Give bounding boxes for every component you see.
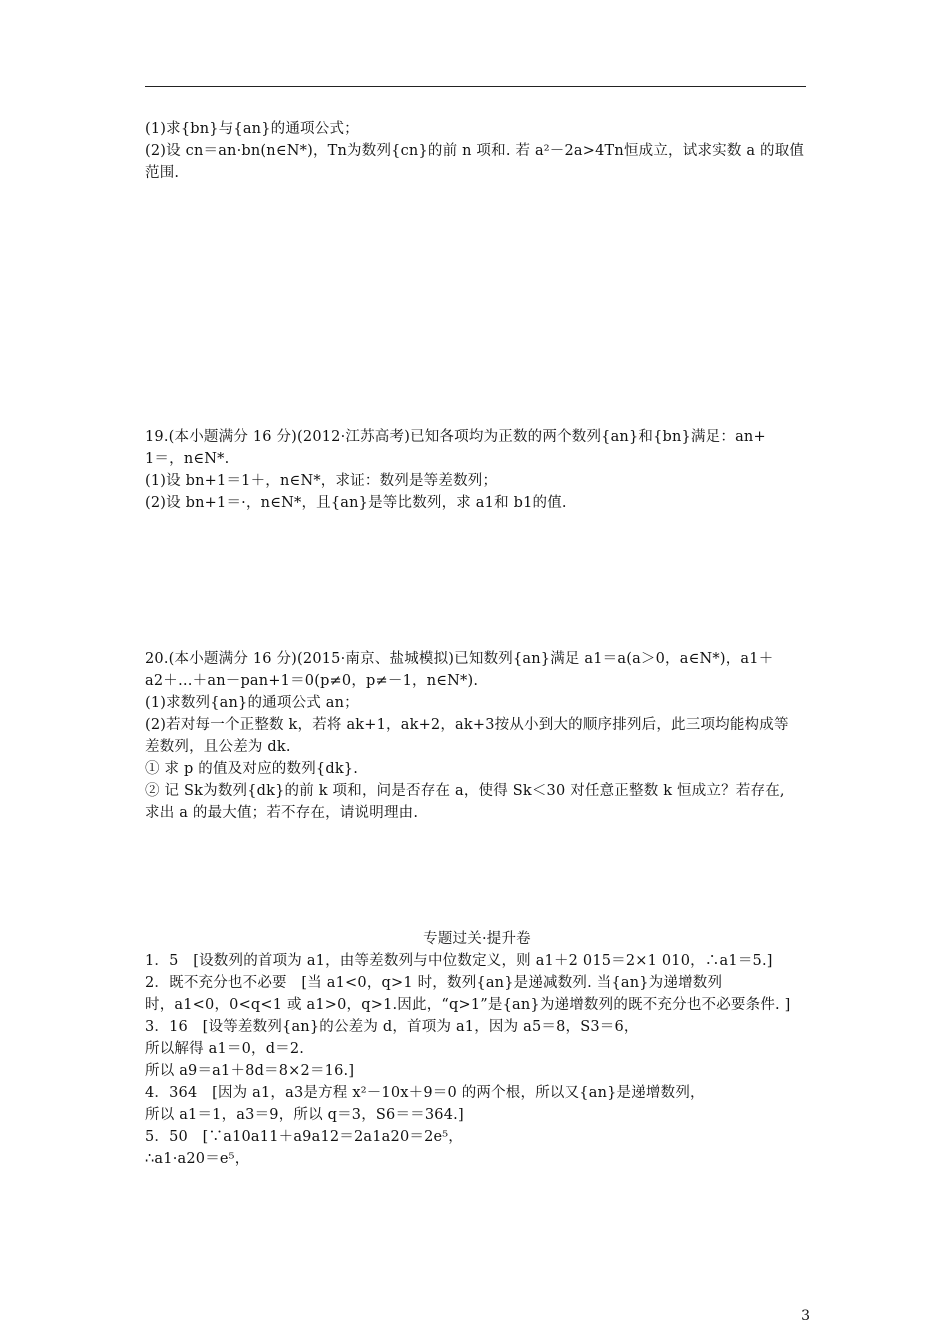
answer-line: 2．既不充分也不必要 [当 a1<0，q>1 时，数列{an}是递减数列. 当{an}为递增数列 — [145, 975, 723, 991]
q19-line: 19.(本小题满分 16 分)(2012·江苏高考)已知各项均为正数的两个数列{an}和{bn}满足：an+ — [145, 429, 766, 445]
q20-line: ① 求 p 的值及对应的数列{dk}. — [145, 761, 359, 777]
header-rule — [145, 86, 806, 87]
q20-line: a2＋…＋an－pan+1＝0(p≠0，p≠－1，n∈N*). — [145, 673, 479, 689]
q20-line: 差数列，且公差为 dk. — [145, 739, 291, 755]
q20-line: (1)求数列{an}的通项公式 an； — [145, 695, 359, 711]
answer-line: 所以 a9＝a1＋8d＝8×2＝16.] — [145, 1063, 355, 1079]
answer-line: 5．50 [∵a10a11＋a9a12＝2a1a20＝2e⁵， — [145, 1129, 463, 1145]
q19-line: (1)设 bn+1＝1＋，n∈N*，求证：数列是等差数列； — [145, 473, 498, 489]
answer-line: ∴a1·a20＝e⁵， — [145, 1151, 250, 1167]
answers-section — [145, 928, 809, 1170]
q20-line: 求出 a 的最大值；若不存在，请说明理由. — [145, 805, 419, 821]
q20-line: ② 记 Sk为数列{dk}的前 k 项和，问是否存在 a，使得 Sk＜30 对任意正整数 k 恒成立？若存在, — [145, 783, 785, 799]
q20-line: 20.(本小题满分 16 分)(2015·南京、盐城模拟)已知数列{an}满足 a1＝a(a＞0，a∈N*)，a1＋ — [145, 651, 774, 667]
q18-part-2: (2)设 cn＝an·bn(n∈N*)，Tn为数列{cn}的前 n 项和. 若 a²－2a>4Tn恒成立，试求实数 a 的取值 — [145, 143, 805, 159]
question-19 — [145, 426, 809, 514]
answer-line: 3．16 [设等差数列{an}的公差为 d，首项为 a1，因为 a5＝8，S3＝6， — [145, 1019, 639, 1035]
answers-title: 专题过关·提升卷 — [423, 931, 531, 947]
answer-line: 4．364 [因为 a1，a3是方程 x²－10x＋9＝0 的两个根，所以又{an}是递增数列， — [145, 1085, 705, 1101]
q20-line: (2)若对每一个正整数 k，若将 ak+1，ak+2，ak+3按从小到大的顺序排列后，此三项均能构成等 — [145, 717, 789, 733]
answer-line: 1．5 [设数列的首项为 a1，由等差数列与中位数定义，则 a1＋2 015＝2×1 010，∴a1＝5.] — [145, 953, 773, 969]
q18-part-2-cont: 范围. — [145, 165, 180, 181]
answer-line: 所以 a1＝1，a3＝9，所以 q＝3，S6＝＝364.] — [145, 1107, 464, 1123]
answer-line: 所以解得 a1＝0，d＝2. — [145, 1041, 305, 1057]
q19-line: 1＝，n∈N*. — [145, 451, 230, 467]
page-number: 3 — [801, 1308, 810, 1324]
answer-line: 时，a1<0，0<q<1 或 a1>0，q>1.因此，“q>1”是{an}为递增数列的既不充分也不必要条件. ] — [145, 997, 791, 1013]
q18-part-1: (1)求{bn}与{an}的通项公式； — [145, 121, 359, 137]
q19-line: (2)设 bn+1＝·，n∈N*，且{an}是等比数列，求 a1和 b1的值. — [145, 495, 567, 511]
question-18-parts — [145, 118, 809, 184]
question-20 — [145, 648, 809, 824]
